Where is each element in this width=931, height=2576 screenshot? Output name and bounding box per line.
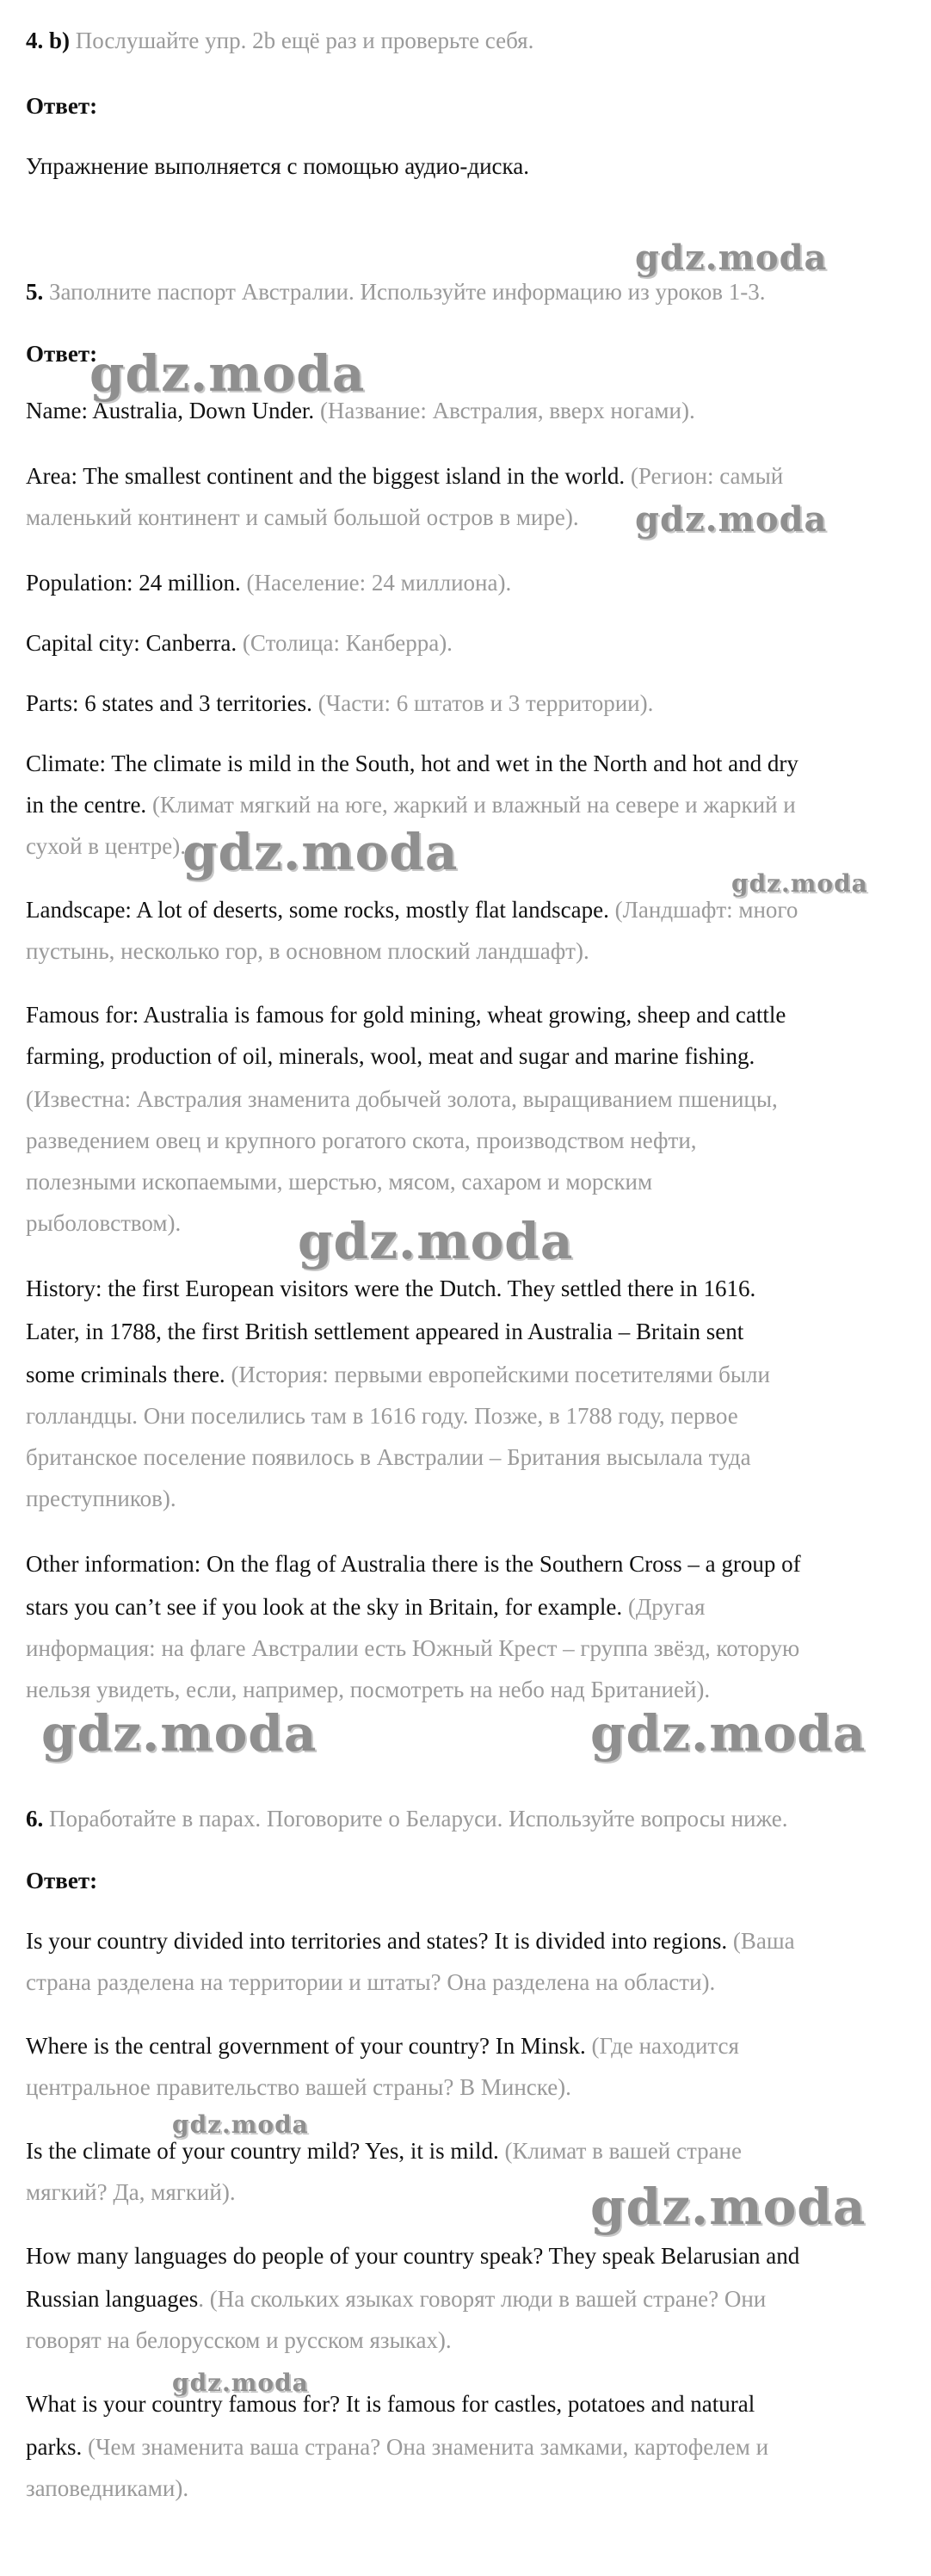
passport-climate-translation: сухой в центре). <box>26 833 187 859</box>
passport-landscape: Landscape: A lot of deserts, some rocks, mostly flat landscape. (Ландшафт: много <box>26 897 798 923</box>
passport-name: Name: Australia, Down Under. (Название: Австралия, вверх ногами). <box>26 398 695 423</box>
passport-other: Other information: On the flag of Australia there is the Southern Cross – a group of <box>26 1551 801 1577</box>
passport-area-translation: маленький континент и самый большой остров в мире). <box>26 504 579 530</box>
watermark: gdz.moda <box>182 823 459 881</box>
watermark: gdz.moda <box>635 499 828 540</box>
task-5-heading <box>26 277 766 306</box>
task-text: Поработайте в парах. Поговорите о Беларуси. Используйте вопросы ниже. <box>43 1806 788 1832</box>
dialogue-q2: Where is the central government of your country? In Minsk. (Где находится <box>26 2033 739 2059</box>
passport-other-line-2: stars you can’t see if you look at the sky in Britain, for example. (Другая <box>26 1594 706 1620</box>
watermark: gdz.moda <box>89 344 366 403</box>
passport-famous-line-2: farming, production of oil, minerals, wool, meat and sugar and marine fishing. <box>26 1043 755 1069</box>
answer-label: Ответ: <box>26 1868 98 1893</box>
passport-area: Area: The smallest continent and the biggest island in the world. (Регион: самый <box>26 463 784 489</box>
answer-label: Ответ: <box>26 341 98 367</box>
dialogue-q1-translation: страна разделена на территории и штаты? Она разделена на области). <box>26 1969 716 1995</box>
task-text: Заполните паспорт Австралии. Используйте информацию из уроков 1-3. <box>43 279 766 305</box>
passport-history: History: the first European visitors were the Dutch. They settled there in 1616. <box>26 1276 756 1301</box>
task-text: Послушайте упр. 2b ещё раз и проверьте себя. <box>70 28 534 53</box>
dialogue-q4: How many languages do people of your country speak? They speak Belarusian and <box>26 2243 800 2269</box>
dialogue-q3-translation: мягкий? Да, мягкий). <box>26 2179 236 2205</box>
dialogue-q4-translation: говорят на белорусском и русском языках). <box>26 2327 452 2353</box>
task-number: 6. <box>26 1806 44 1832</box>
dialogue-q2-translation: центральное правительство вашей страны? В Минске). <box>26 2074 571 2100</box>
task-6-heading <box>26 1804 788 1833</box>
passport-other-translation: нельзя увидеть, если, например, посмотреть на небо над Британией). <box>26 1677 711 1702</box>
dialogue-q4-line-2: Russian languages. (На скольких языках говорят люди в вашей стране? Они <box>26 2286 767 2312</box>
dialogue-q5: What is your country famous for? It is famous for castles, potatoes and natural <box>26 2391 755 2417</box>
passport-history-line-3: some criminals there. (История: первыми европейскими посетителями были <box>26 1362 770 1387</box>
answer-text: Упражнение выполняется с помощью аудио-диска. <box>26 153 529 179</box>
answer-label: Ответ: <box>26 93 98 119</box>
passport-famous-translation: рыболовством). <box>26 1210 182 1236</box>
passport-famous-translation: разведением овец и крупного рогатого скота, производством нефти, <box>26 1127 697 1153</box>
passport-history-translation: преступников). <box>26 1486 176 1511</box>
passport-population: Population: 24 million. (Население: 24 миллиона). <box>26 570 512 596</box>
watermark: gdz.moda <box>41 1704 318 1763</box>
watermark: gdz.moda <box>298 1212 574 1270</box>
passport-climate: Climate: The climate is mild in the South, hot and wet in the North and hot and dry <box>26 751 798 776</box>
watermark: gdz.moda <box>172 2110 309 2139</box>
watermark: gdz.moda <box>590 2178 866 2236</box>
passport-history-translation: британское поселение появилось в Австралии – Британия высылала туда <box>26 1444 751 1470</box>
watermark: gdz.moda <box>731 869 868 898</box>
passport-history-line-2: Later, in 1788, the first British settlement appeared in Australia – Britain sent <box>26 1319 744 1344</box>
dialogue-q5-line-2: parks. (Чем знаменита ваша страна? Она знаменита замками, картофелем и <box>26 2434 769 2460</box>
passport-other-translation: информация: на флаге Австралии есть Южный Крест – группа звёзд, которую <box>26 1635 800 1661</box>
task-number: 5. <box>26 279 44 305</box>
watermark: gdz.moda <box>635 238 828 278</box>
watermark: gdz.moda <box>172 2369 309 2397</box>
passport-landscape-translation: пустынь, несколько гор, в основном плоский ландшафт). <box>26 938 589 964</box>
dialogue-q1: Is your country divided into territories and states? It is divided into regions. (Ваша <box>26 1928 795 1954</box>
passport-capital: Capital city: Canberra. (Столица: Канберра). <box>26 630 453 656</box>
task-4-heading <box>26 26 533 55</box>
passport-climate-line-2: in the centre. (Климат мягкий на юге, жаркий и влажный на севере и жаркий и <box>26 792 796 818</box>
passport-parts: Parts: 6 states and 3 territories. (Части: 6 штатов и 3 территории). <box>26 690 654 716</box>
passport-history-translation: голландцы. Они поселились там в 1616 году. Позже, в 1788 году, первое <box>26 1403 738 1429</box>
dialogue-q5-translation: заповедниками). <box>26 2475 189 2501</box>
passport-famous-translation: полезными ископаемыми, шерстью, мясом, сахаром и морским <box>26 1169 653 1195</box>
passport-famous: Famous for: Australia is famous for gold mining, wheat growing, sheep and cattle <box>26 1002 786 1028</box>
dialogue-q3: Is the climate of your country mild? Yes, it is mild. (Климат в вашей стране <box>26 2138 742 2164</box>
passport-famous-translation: (Известна: Австралия знаменита добычей золота, выращиванием пшеницы, <box>26 1086 778 1112</box>
task-number: 4. b) <box>26 28 71 53</box>
watermark: gdz.moda <box>590 1704 866 1763</box>
